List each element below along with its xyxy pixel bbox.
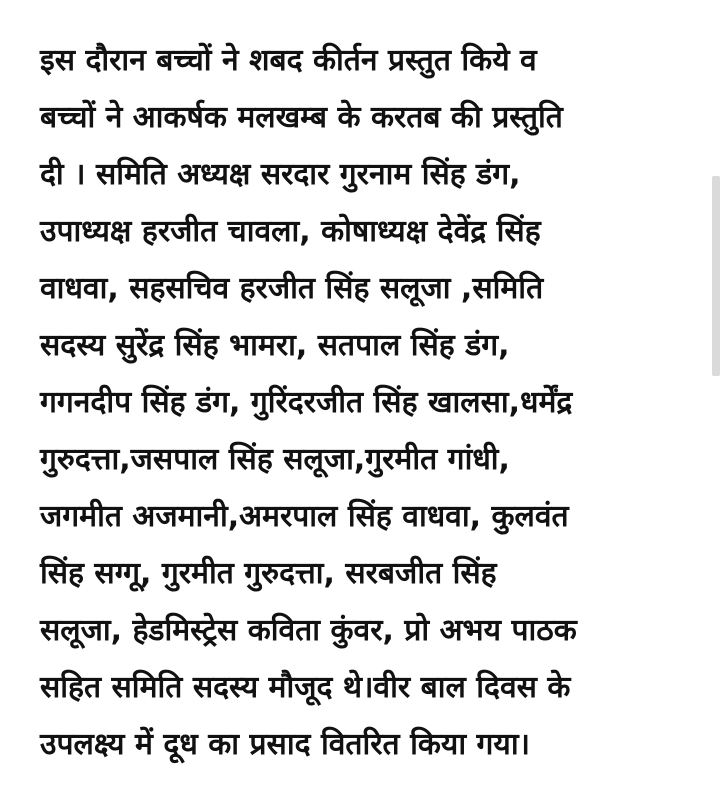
article-line: उपाध्यक्ष हरजीत चावला, कोषाध्यक्ष देवेंद्र सिंह: [40, 214, 541, 249]
article-line: वाधवा, सहसचिव हरजीत सिंह सलूजा ,समिति: [40, 271, 544, 306]
article-line: सिंह सग्गू, गुरमीत गुरुदत्ता, सरबजीत सिंह: [40, 556, 497, 591]
scrollbar-track[interactable]: [710, 0, 720, 806]
article-line: दी । समिति अध्यक्ष सरदार गुरनाम सिंह डंग,: [40, 157, 521, 192]
article-line: सलूजा, हेडमिस्ट्रेस कविता कुंवर, प्रो अभय पाठक: [40, 613, 577, 648]
article-line: जगमीत अजमानी,अमरपाल सिंह वाधवा, कुलवंत: [40, 499, 569, 534]
article-line: सदस्य सुरेंद्र सिंह भामरा, सतपाल सिंह डंग,: [40, 328, 510, 363]
article-line: सहित समिति सदस्य मौजूद थे।वीर बाल दिवस के: [40, 670, 571, 705]
article-line: बच्चों ने आकर्षक मलखम्ब के करतब की प्रस्तुति: [40, 100, 563, 135]
scrollbar-thumb[interactable]: [712, 176, 720, 376]
article-line: इस दौरान बच्चों ने शबद कीर्तन प्रस्तुत किये व: [40, 43, 537, 78]
article-line: गुरुदत्ता,जसपाल सिंह सलूजा,गुरमीत गांधी,: [40, 442, 510, 477]
article-line: उपलक्ष्य में दूध का प्रसाद वितरित किया गया।: [40, 727, 530, 762]
article-line: गगनदीप सिंह डंग, गुरिंदरजीत सिंह खालसा,धर्मेंद्र: [40, 385, 573, 420]
article-text: [40, 32, 690, 773]
